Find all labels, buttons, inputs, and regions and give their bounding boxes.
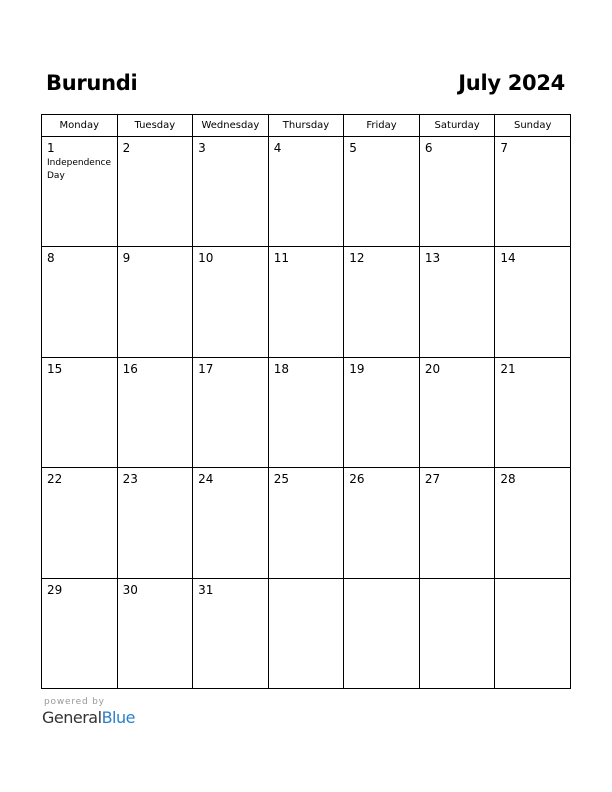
day-cell xyxy=(193,578,269,688)
day-number: 10 xyxy=(198,251,214,266)
day-number xyxy=(495,579,570,597)
day-number: 26 xyxy=(349,472,365,487)
day-number: 3 xyxy=(198,141,206,155)
country-title: Burundi xyxy=(46,71,138,95)
weekday-header: Wednesday xyxy=(193,115,269,137)
day-number: 17 xyxy=(198,361,214,376)
day-number: 20 xyxy=(424,361,441,376)
day-number: 23 xyxy=(122,472,138,487)
day-cell xyxy=(344,247,420,357)
day-cell xyxy=(268,247,344,357)
day-number: 5 xyxy=(349,141,357,155)
day-number: 8 xyxy=(47,251,55,266)
weekday-header: Saturday xyxy=(419,115,495,137)
day-cell xyxy=(344,468,420,578)
holiday-label: Independence Day xyxy=(47,158,112,181)
day-number: 29 xyxy=(47,582,63,597)
day-number: 18 xyxy=(273,361,289,376)
day-number: 14 xyxy=(500,251,516,266)
generalblue-logo[interactable] xyxy=(42,708,135,727)
week-row xyxy=(42,468,571,578)
day-number: 2 xyxy=(122,141,131,155)
day-cell xyxy=(344,357,420,467)
day-number: 12 xyxy=(349,251,365,266)
day-number: 6 xyxy=(424,141,433,155)
day-number: 22 xyxy=(47,472,63,487)
day-number xyxy=(344,579,419,597)
day-cell xyxy=(117,468,193,578)
day-cell xyxy=(419,578,495,688)
day-cell xyxy=(193,468,269,578)
day-number: 31 xyxy=(198,582,214,597)
day-cell xyxy=(42,578,118,688)
weekday-header-row xyxy=(42,115,571,137)
day-cell xyxy=(268,578,344,688)
brand-blue-text: Blue xyxy=(101,708,135,727)
day-cell xyxy=(419,247,495,357)
day-cell xyxy=(419,357,495,467)
week-row xyxy=(42,578,571,688)
day-number: 30 xyxy=(122,582,138,597)
day-cell xyxy=(268,357,344,467)
day-cell xyxy=(193,357,269,467)
week-row xyxy=(42,247,571,357)
week-row xyxy=(42,137,571,247)
brand-general-text: General xyxy=(42,708,102,727)
day-number: 24 xyxy=(198,472,214,487)
weekday-header: Friday xyxy=(344,115,420,137)
day-number: 9 xyxy=(122,251,131,266)
day-cell xyxy=(117,357,193,467)
day-cell xyxy=(42,247,118,357)
day-number: 21 xyxy=(500,361,516,376)
day-cell xyxy=(117,247,193,357)
day-cell xyxy=(495,357,571,467)
weekday-header: Sunday xyxy=(495,115,571,137)
day-number: 19 xyxy=(349,361,365,376)
weekday-header: Monday xyxy=(42,115,118,137)
weekday-header: Thursday xyxy=(268,115,344,137)
day-cell xyxy=(268,468,344,578)
day-cell xyxy=(42,137,118,247)
powered-by-text: powered by xyxy=(44,697,105,707)
month-year-title: July 2024 xyxy=(458,71,565,95)
day-cell xyxy=(419,468,495,578)
day-number: 27 xyxy=(424,472,441,487)
week-row xyxy=(42,357,571,467)
day-cell xyxy=(344,578,420,688)
day-cell xyxy=(344,137,420,247)
day-number: 28 xyxy=(500,472,516,487)
day-number: 11 xyxy=(273,251,289,266)
day-cell xyxy=(495,468,571,578)
day-cell xyxy=(419,137,495,247)
day-number: 4 xyxy=(273,141,282,155)
day-number: 25 xyxy=(273,472,289,487)
day-number: 16 xyxy=(122,361,138,376)
calendar-grid xyxy=(41,114,571,689)
day-cell xyxy=(117,137,193,247)
day-number: 1 xyxy=(47,141,55,155)
day-cell xyxy=(42,468,118,578)
day-cell xyxy=(42,357,118,467)
day-cell xyxy=(495,137,571,247)
day-cell xyxy=(193,137,269,247)
day-number xyxy=(420,579,495,597)
day-number: 7 xyxy=(500,141,509,155)
day-cell xyxy=(268,137,344,247)
weekday-header: Tuesday xyxy=(117,115,193,137)
day-number xyxy=(269,579,344,597)
day-cell xyxy=(495,578,571,688)
day-number: 13 xyxy=(424,251,441,266)
day-cell xyxy=(193,247,269,357)
day-cell xyxy=(495,247,571,357)
day-number: 15 xyxy=(47,361,63,376)
day-cell xyxy=(117,578,193,688)
